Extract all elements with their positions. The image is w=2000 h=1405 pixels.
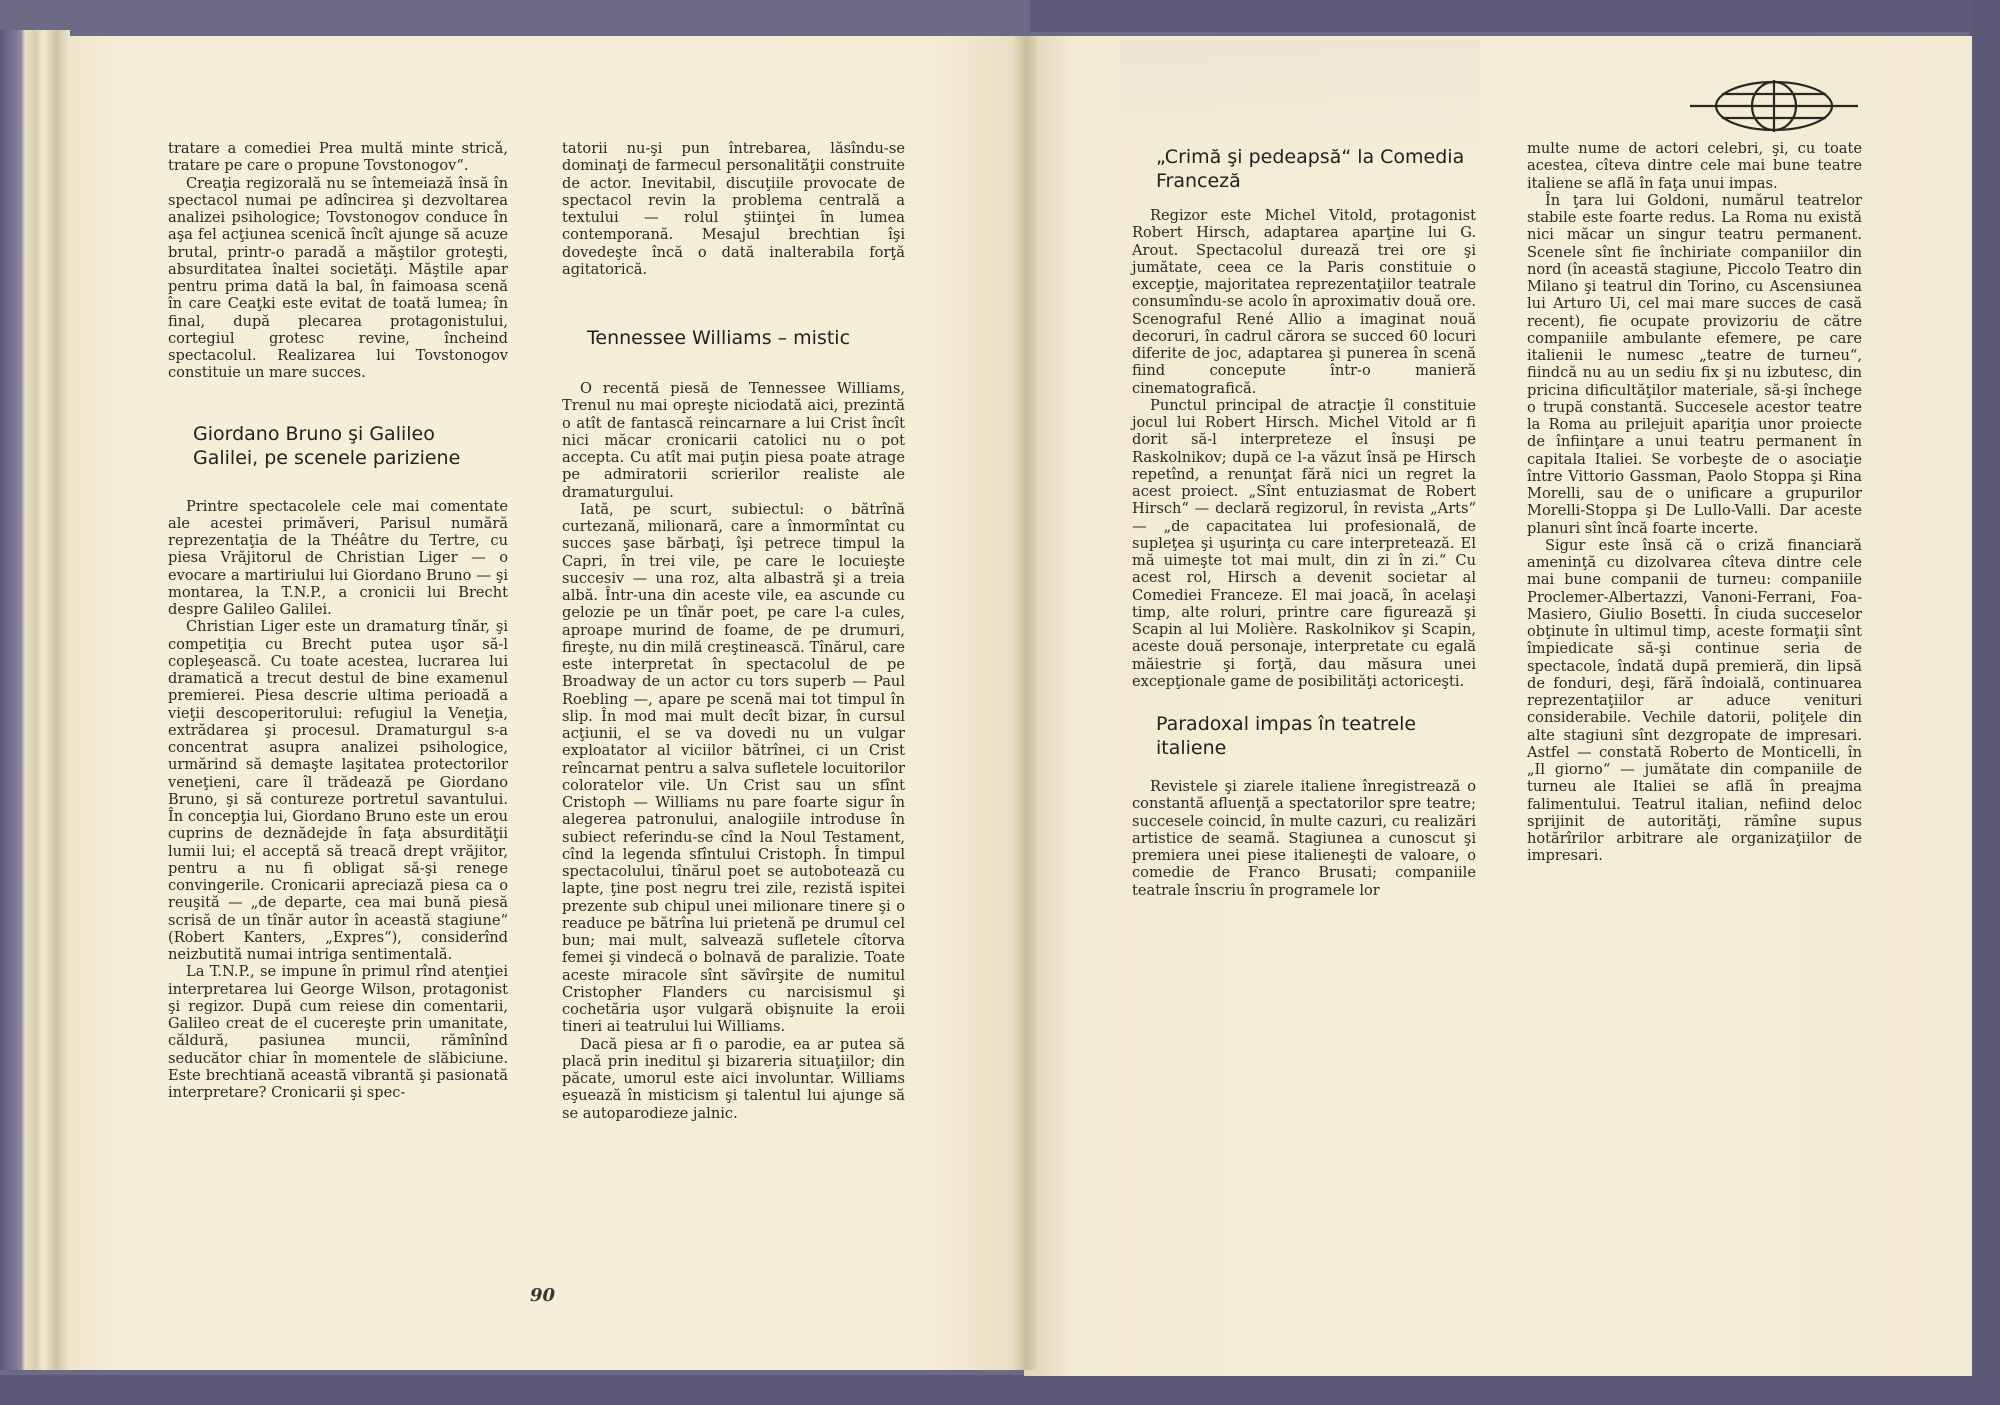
column-2 bbox=[562, 140, 905, 1122]
book-cover-left bbox=[0, 30, 70, 1370]
column-4 bbox=[1527, 140, 1862, 865]
paragraph: Regizor este Michel Vitold, protagonist Robert Hirsch, adaptarea aparţine lui G. Arout. Spectacolul durează trei ore şi jumătate, ceea ce la Paris constituie o excepţie, majoritatea reprezentaţiilor teatrale consumîndu-se acolo în aproximativ două ore. Scenograful René Allio a imaginat nouă decoruri, în cadrul cărora se succed 60 locuri diferite de joc, adaptarea şi punerea în scenă fiind concepute într-o manieră cinematografică. bbox=[1132, 207, 1476, 397]
article-heading: Paradoxal impas în teatrele italiene bbox=[1156, 713, 1417, 759]
paragraph: Creaţia regizorală nu se întemeiază însă în spectacol numai pe adîncirea şi dezvoltarea analizei psihologice; Tovstonogov conduce în aşa fel acţiunea scenică încît ajunge să acuze brutal, printr-o paradă a măştilor groteşti, absurditatea înaltei societăţi. Măştile apar pentru prima dată la bal, în faimoasa scenă în care Ceaţki este evitat de toată lumea; în final, după plecarea protagonistului, cortegiul grotesc revine, încheind spectacolul. Realizarea lui Tovstonogov constituie un mare succes. bbox=[168, 174, 508, 382]
book-cover-bottom bbox=[0, 1375, 2000, 1405]
globe-logo-icon bbox=[1690, 78, 1858, 134]
gutter bbox=[1014, 36, 1040, 1370]
faded-band bbox=[1120, 40, 1480, 150]
paragraph: În ţara lui Goldoni, numărul teatrelor stabile este foarte redus. La Roma nu există nici măcar un singur teatru permanent. Scenele sînt fie închiriate companiilor din nord (în această stagiune, Piccolo Teatro din Milano şi teatrul din Torino, cu Ascensiunea lui Arturo Ui, cel mai mare succes de casă recent), fie ocupate provizoriu de către companiile ambulante efemere, pe care italienii le numesc „teatre de turneu“, fiindcă nu au un sediu fix şi nu izbutesc, din pricina dificultăţilor materiale, să-şi închege o trupă constantă. Succesele acestor teatre la Roma au prilejuit apariţia unor proiecte de înfiinţare a unui teatru permanent în capitala Italiei. Se vorbeşte de o asociaţie între Vittorio Gassman, Paolo Stoppa şi Rina Morelli, sau de o unificare a grupurilor Morelli-Stoppa şi De Lullo-Valli. Dar aceste planuri sînt încă foarte incerte. bbox=[1527, 191, 1862, 537]
paragraph: Revistele şi ziarele italiene înregistrează o constantă afluenţă a spectatorilor spre teatre; succesele coincid, în multe cazuri, cu realizări artistice de seamă. Stagiunea a cunoscut şi premiera unei piese italieneşti de valoare, o comedie de Franco Brusati; companiile teatrale înscriu în programele lor bbox=[1132, 778, 1476, 899]
paragraph: tatorii nu-şi pun întrebarea, lăsîndu-se dominaţi de farmecul personalităţii construite de actor. Inevitabil, discuţiile provocate de spectacol revin la problema centrală a textului — rolul ştiinţei în lumea contemporană. Mesajul brechtian îşi dovedeşte încă o dată inalterabila forţă agitatorică. bbox=[562, 140, 905, 278]
paragraph: Punctul principal de atracţie îl constituie jocul lui Robert Hirsch. Michel Vitold ar fi dorit să-l interpreteze el însuşi pe Raskolnikov; după ce l-a văzut însă pe Hirsch repetînd, a renunţat fără nici un regret la acest proiect. „Sînt entuziasmat de Robert Hirsch“ — declară regizorul, în revista „Arts“ — „de capacitatea lui profesională, de supleţea şi uşurinţa cu care interpretează. El mă uimeşte tot mai mult, din zi în zi.“ Cu acest rol, Hirsch a devenit societar al Comediei Franceze. El mai joacă, în acelaşi timp, alte roluri, printre care figurează şi Scapin al lui Molière. Raskolnikov şi Scapin, aceste două personaje, interpretate cu egală măiestrie şi forţă, dau măsura unei excepţionale game de posibilităţi actoriceşti. bbox=[1132, 396, 1476, 690]
paragraph: Printre spectacolele cele mai comentate ale acestei primăveri, Parisul numără reprezentaţia de la Théâtre du Tertre, cu piesa Vrăjitorul de Christian Liger — o evocare a martiriului lui Giordano Bruno — şi montarea, la T.N.P., a cronicii lui Brecht despre Galileo Galilei. bbox=[168, 497, 508, 618]
page-number: 90 bbox=[530, 1285, 556, 1306]
paragraph: Iată, pe scurt, subiectul: o bătrînă curtezană, milionară, care a înmormîntat cu succes şase bărbaţi, îşi petrece timpul la Capri, în trei vile, pe care le locuieşte succesiv — una roz, alta albastră şi a treia albă. Într-una din aceste vile, ea ascunde cu gelozie pe un tînăr poet, pe care l-a cules, aproape murind de foame, de pe drumuri, fireşte, nu din milă creştinească. Tînărul, care este interpretat în spectacolul de pe Broadway de un actor cu tors superb — Paul Roebling —, apare pe scenă mai tot timpul în slip. În mod mai mult decît bizar, în cursul acţiunii, el se va dovedi nu un vulgar exploatator al viciilor bătrînei, ci un Crist reîncarnat pentru a salva sufletele locuitorilor coloratelor vile. Un Crist sau un sfînt Cristoph — Williams nu pare foarte sigur în alegerea patronului, analogiile introduse în subiect referindu-se cînd la Noul Testament, cînd la legenda sfîntului Cristoph. În timpul spectacolului, tînărul poet se autobotează cu lapte, ţine post negru trei zile, rezistă ispitei prezente sub chipul unei milionare tinere şi o readuce pe bătrîna lui prietenă pe drumul cel bun; mai mult, salvează sufletele cîtorva femei şi vindecă o bolnavă de paralizie. Toate aceste miracole sînt săvîrşite de numitul Cristopher Flanders cu narcisismul şi cochetăria uşor vulgară obişnuite la eroii tineri ai teatrului lui Williams. bbox=[562, 500, 905, 1036]
paragraph: La T.N.P., se impune în primul rînd atenţiei interpretarea lui George Wilson, protagonist şi regizor. După cum reiese din comentarii, Galileo creat de el cucereşte prin umanitate, căldură, pasiunea muncii, rămînînd seducător chiar în momentele de slăbiciune. Este brechtiană această vibrantă şi pasionată interpretare? Cronicarii şi spec- bbox=[168, 963, 508, 1101]
article-heading: Giordano Bruno şi Galileo Galilei, pe scenele pariziene bbox=[193, 422, 461, 469]
paragraph: Dacă piesa ar fi o parodie, ea ar putea să placă prin ineditul şi bizareria situaţiilor; din păcate, umorul este aici involuntar. Williams eşuează în misticism şi talentul lui ajunge să se autoparodieze jalnic. bbox=[562, 1035, 905, 1122]
paragraph: Sigur este însă că o criză financiară ameninţă cu dizolvarea cîteva dintre cele mai bune companii de turneu: companiile Proclemer-Albertazzi, Vanoni-Ferrani, Foa-Masiero, Giulio Bosetti. În ciuda succeselor obţinute în ultimul timp, aceste formaţii sînt împiedicate să-şi continue seria de spectacole, îndată după premieră, din lipsă de fonduri, deşi, fără îndoială, continuarea reprezentaţiilor ar aduce venituri considerabile. Vechile datorii, poliţele din alte stagiuni sînt dezgropate de impresari. Astfel — constată Roberto de Monticelli, în „Il giorno“ — jumătate din companiile de turneu ale Italiei se află în preajma falimentului. Teatrul italian, nefiind deloc sprijinit de autorităţi, rămîne supus hotărîrilor arbitrare ale organizaţiilor de impresari. bbox=[1527, 536, 1862, 865]
book-cover-right bbox=[1970, 0, 2000, 1405]
paragraph: tratare a comediei Prea multă minte stricǎ, tratare pe care o propune Tovstonogov“. bbox=[168, 140, 508, 175]
book-cover-top-right bbox=[1030, 0, 2000, 32]
article-heading: „Crimă şi pedeapsă“ la Comedia Franceză bbox=[1156, 146, 1465, 192]
paragraph: O recentă piesă de Tennessee Williams, Trenul nu mai opreşte niciodată aici, prezintă o atît de fantască reincarnare a lui Crist încît nici măcar cronicarii catolici nu o pot accepta. Cu atît mai puţin piesa poate atrage pe admiratorii scrierilor realiste ale dramaturgului. bbox=[562, 380, 905, 501]
article-heading: Tennessee Williams – mistic bbox=[587, 327, 851, 349]
paragraph: multe nume de actori celebri, şi, cu toate acestea, cîteva dintre cele mai bune teatre italiene se află în faţa unui impas. bbox=[1527, 140, 1862, 192]
paragraph: Christian Liger este un dramaturg tînăr, şi competiţia cu Brecht putea uşor să-l copleşească. Cu toate acestea, lucrarea lui dramatică a trecut destul de bine examenul premierei. Piesa descrie ultima perioadă a vieţii descoperitorului: refugiul la Veneţia, extrădarea şi procesul. Dramaturgul s-a concentrat asupra analizei psihologice, urmărind să demaşte laşitatea protectorilor veneţieni, care îl trădează pe Giordano Bruno, şi să contureze portretul savantului. În concepţia lui, Giordano Bruno este un erou cuprins de deznădejde în faţa absurdităţii lumii lui; el acceptă să treacă drept vrăjitor, pentru a nu fi obligat să-şi renege convingerile. Cronicarii apreciază piesa ca o reuşită — „de departe, cea mai bună piesă scrisă de un tînăr autor în această stagiune“ (Robert Kanters, „Expres“), considerînd neizbutită numai intriga sentimentală. bbox=[168, 618, 508, 963]
column-1 bbox=[168, 140, 508, 1101]
column-3 bbox=[1132, 145, 1476, 899]
